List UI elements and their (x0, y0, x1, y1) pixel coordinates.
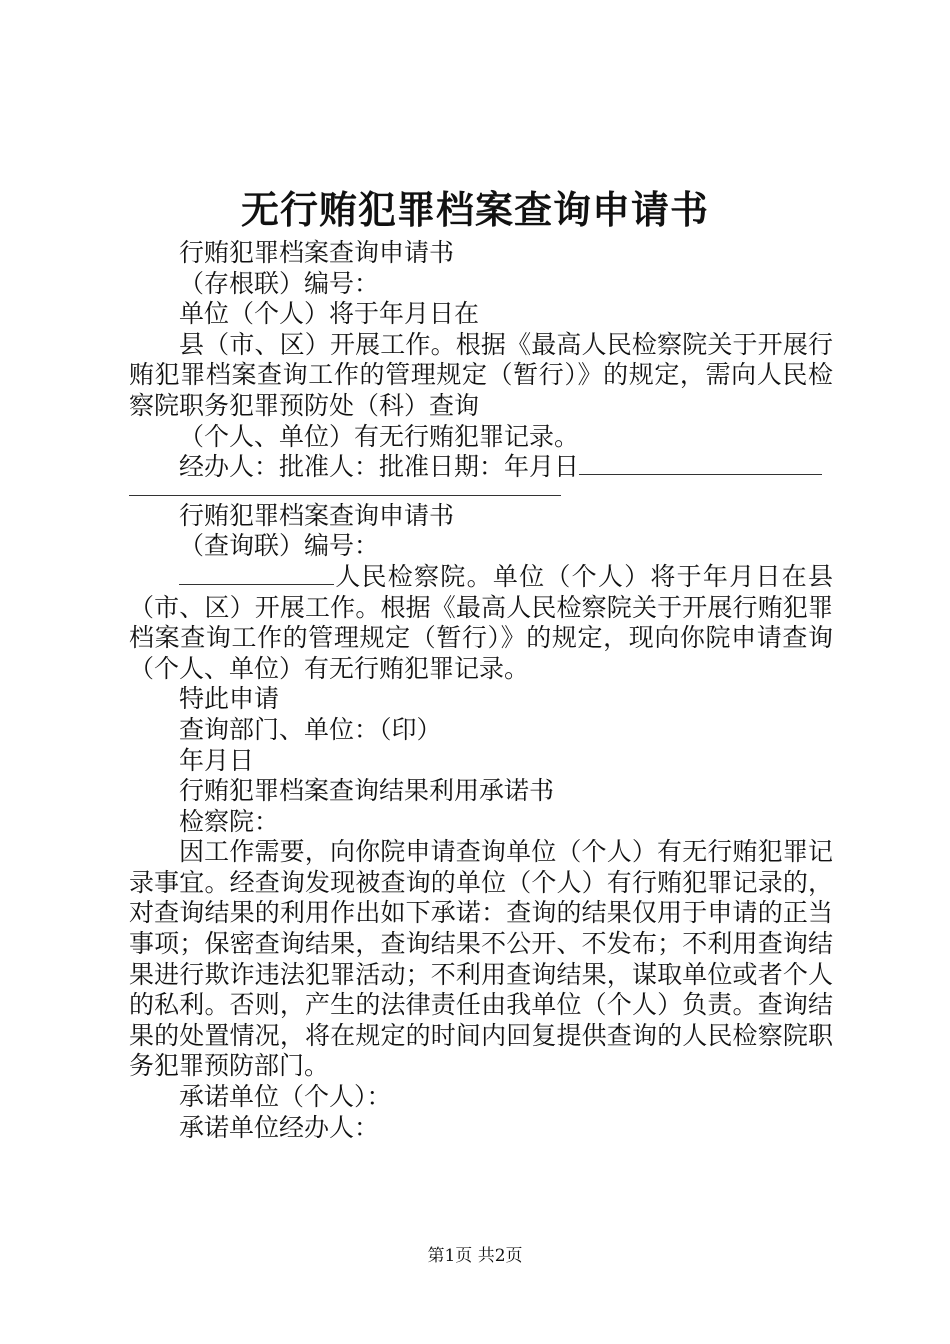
stub-signature-text: 经办人：批准人：批准日期：年月日 (179, 452, 580, 482)
special-request-line: 特此申请 (179, 684, 280, 714)
pledge-body-paragraph: 因工作需要，向你院申请查询单位（个人）有无行贿犯罪记录事宜。经查询发现被查询的单位（个人）有行贿犯罪记录的，对查询结果的利用作出如下承诺：查询的结果仅用于申请的正当事项；保密查询结果，查询结果不公开、不发布；不利用查询结果进行欺诈违法犯罪活动；不利用查询结果，谋取单位或者个人的私利。否则，产生的法律责任由我单位（个人）负责。查询结果的处置情况，将在规定的时间内回复提供查询的人民检察院职务犯罪预防部门。 (129, 837, 833, 1081)
query-body-paragraph (129, 562, 833, 684)
pledge-heading: 行贿犯罪档案查询结果利用承诺书 (179, 776, 555, 806)
query-number-line: （查询联）编号： (179, 531, 380, 561)
document-body (129, 238, 833, 1143)
cut-line-divider (129, 483, 561, 496)
stub-record-line: （个人、单位）有无行贿犯罪记录。 (179, 421, 580, 451)
query-body-text: 人民检察院。单位（个人）将于年月日在县（市、区）开展工作。根据《最高人民检察院关于开展行贿犯罪档案查询工作的管理规定（暂行）》的规定，现向你院申请查询（个人、单位）有无行贿犯罪记录。 (129, 561, 833, 683)
stub-unit-line: 单位（个人）将于年月日在 (179, 299, 480, 329)
signature-underline (579, 473, 822, 475)
query-date-line: 年月日 (179, 745, 255, 775)
document-title: 无行贿犯罪档案查询申请书 (240, 187, 709, 232)
stub-number-line: （存根联）编号： (179, 268, 380, 298)
stub-signature-line (129, 452, 833, 483)
pledge-addressee: 检察院： (179, 806, 280, 836)
query-dept-line: 查询部门、单位：（印） (179, 714, 442, 744)
stub-body-paragraph: 县（市、区）开展工作。根据《最高人民检察院关于开展行贿犯罪档案查询工作的管理规定（暂行）》的规定，需向人民检察院职务犯罪预防处（科）查询 (129, 329, 833, 420)
procuratorate-blank (179, 583, 334, 585)
page-footer: 第1页 共2页 (427, 1246, 523, 1266)
pledge-handler-line: 承诺单位经办人： (179, 1112, 380, 1142)
query-heading: 行贿犯罪档案查询申请书 (179, 500, 455, 530)
stub-heading: 行贿犯罪档案查询申请书 (179, 238, 455, 267)
pledge-unit-line: 承诺单位（个人）： (179, 1082, 392, 1112)
